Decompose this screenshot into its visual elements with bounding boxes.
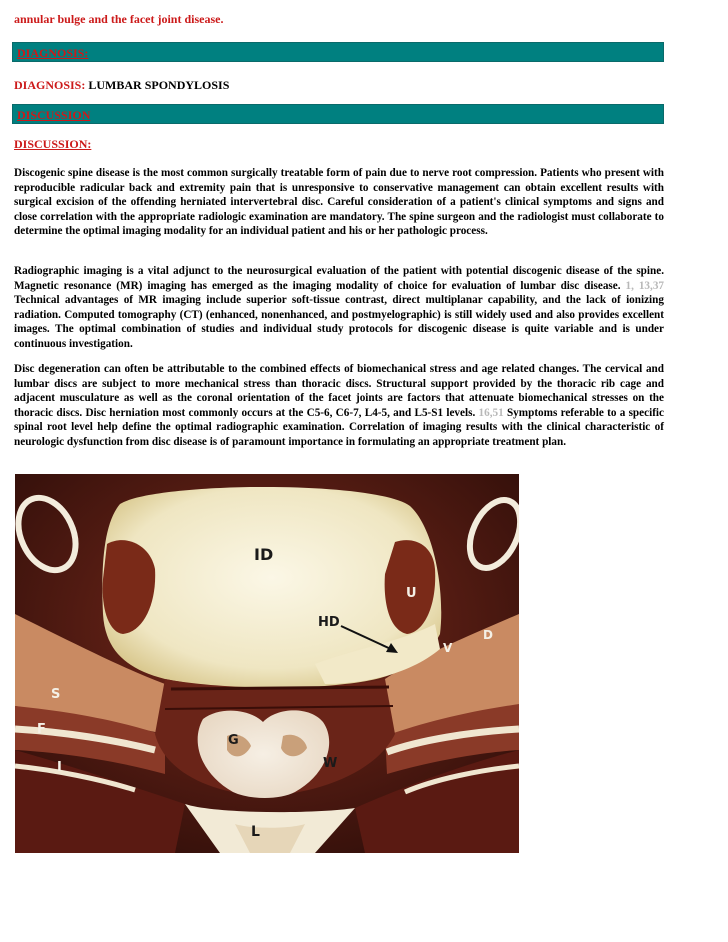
lead-text: annular bulge and the facet joint disease. xyxy=(14,12,224,26)
section-bar-diagnosis xyxy=(12,42,664,62)
anatomy-figure xyxy=(15,474,519,853)
anatomy-figure-illustration xyxy=(15,474,519,853)
diagnosis-value: LUMBAR SPONDYLOSIS xyxy=(88,78,230,92)
section-bar-discussion xyxy=(12,104,664,124)
section-bar-discussion-label: DISCUSSION xyxy=(17,108,91,122)
paragraph-2 xyxy=(14,264,664,352)
diagnosis-line xyxy=(14,78,229,93)
figure-label-f: F xyxy=(37,722,46,737)
paragraph-3-text-b: Symptoms referable to a specific spinal root level help define the optimal radiographic examination. Correlation of imaging results with the clinical characteristic of neurologic dysfunction from disc disease is of paramount importance in formulating an appropriate treatment plan. xyxy=(14,406,664,448)
diagnosis-label: DIAGNOSIS: xyxy=(14,78,86,92)
paragraph-2-references: 1, 13,37 xyxy=(625,279,665,292)
figure-label-s: S xyxy=(51,687,61,702)
paragraph-3-references: 16,51 xyxy=(478,406,504,419)
figure-label-id: ID xyxy=(254,545,274,564)
discussion-heading: DISCUSSION: xyxy=(14,137,92,151)
paragraph-2-text-a: Radiographic imaging is a vital adjunct to the neurosurgical evaluation of the patient with potential discogenic disease of the spine. Magnetic resonance (MR) imaging has emerged as the imaging modality of choice for evaluation of lumbar disc disease. xyxy=(14,265,664,292)
paragraph-3 xyxy=(14,362,664,450)
paragraph-3-text-a: Disc degeneration can often be attributable to the combined effects of biomechanical stress and age related changes. The cervical and lumbar discs are subject to more mechanical stress than thoracic discs. Structural support provided by the thoracic rib cage and adjacent musculature as well as the coronal orientation of the facet joints are factors that attenuate biomechanical stresses on the thoracic discs. Disc herniation most commonly occurs at the C5-6, C6-7, L4-5, and L5-S1 levels. xyxy=(14,363,664,419)
figure-label-l: L xyxy=(251,824,260,840)
section-bar-diagnosis-label: DIAGNOSIS: xyxy=(17,46,89,60)
paragraph-1: Discogenic spine disease is the most common surgically treatable form of pain due to nerve root compression. Patients who present with reproducible radicular back and extremity pain that is unresponsive to conservative management can obtain excellent results with surgical excision of the offending herniated intervertebral disc. Careful consideration of a patient's clinical symptoms and signs and close correlation with the appropriate radiologic examination are mandatory. The spine surgeon and the radiologist must collaborate to determine the optimal imaging modality for an individual patient and his or her pathologic process. xyxy=(14,167,664,238)
paragraph-2-text-b: Technical advantages of MR imaging include superior soft-tissue contrast, direct multiplanar capability, and the lack of ionizing radiation. Computed tomography (CT) (enhanced, nonenhanced, and postmyelographic) is still widely used and also provides excellent images. The optimal combination of studies and individual study protocols for discogenic disease is quite variable and is under continuous investigation. xyxy=(14,294,664,350)
figure-label-hd: HD xyxy=(318,615,340,630)
figure-label-w: W xyxy=(323,756,338,771)
figure-label-i: I xyxy=(57,760,62,775)
figure-label-d: D xyxy=(483,628,493,642)
figure-label-u: U xyxy=(406,586,417,601)
figure-label-g: G xyxy=(228,733,239,748)
figure-label-v: V xyxy=(443,641,453,655)
